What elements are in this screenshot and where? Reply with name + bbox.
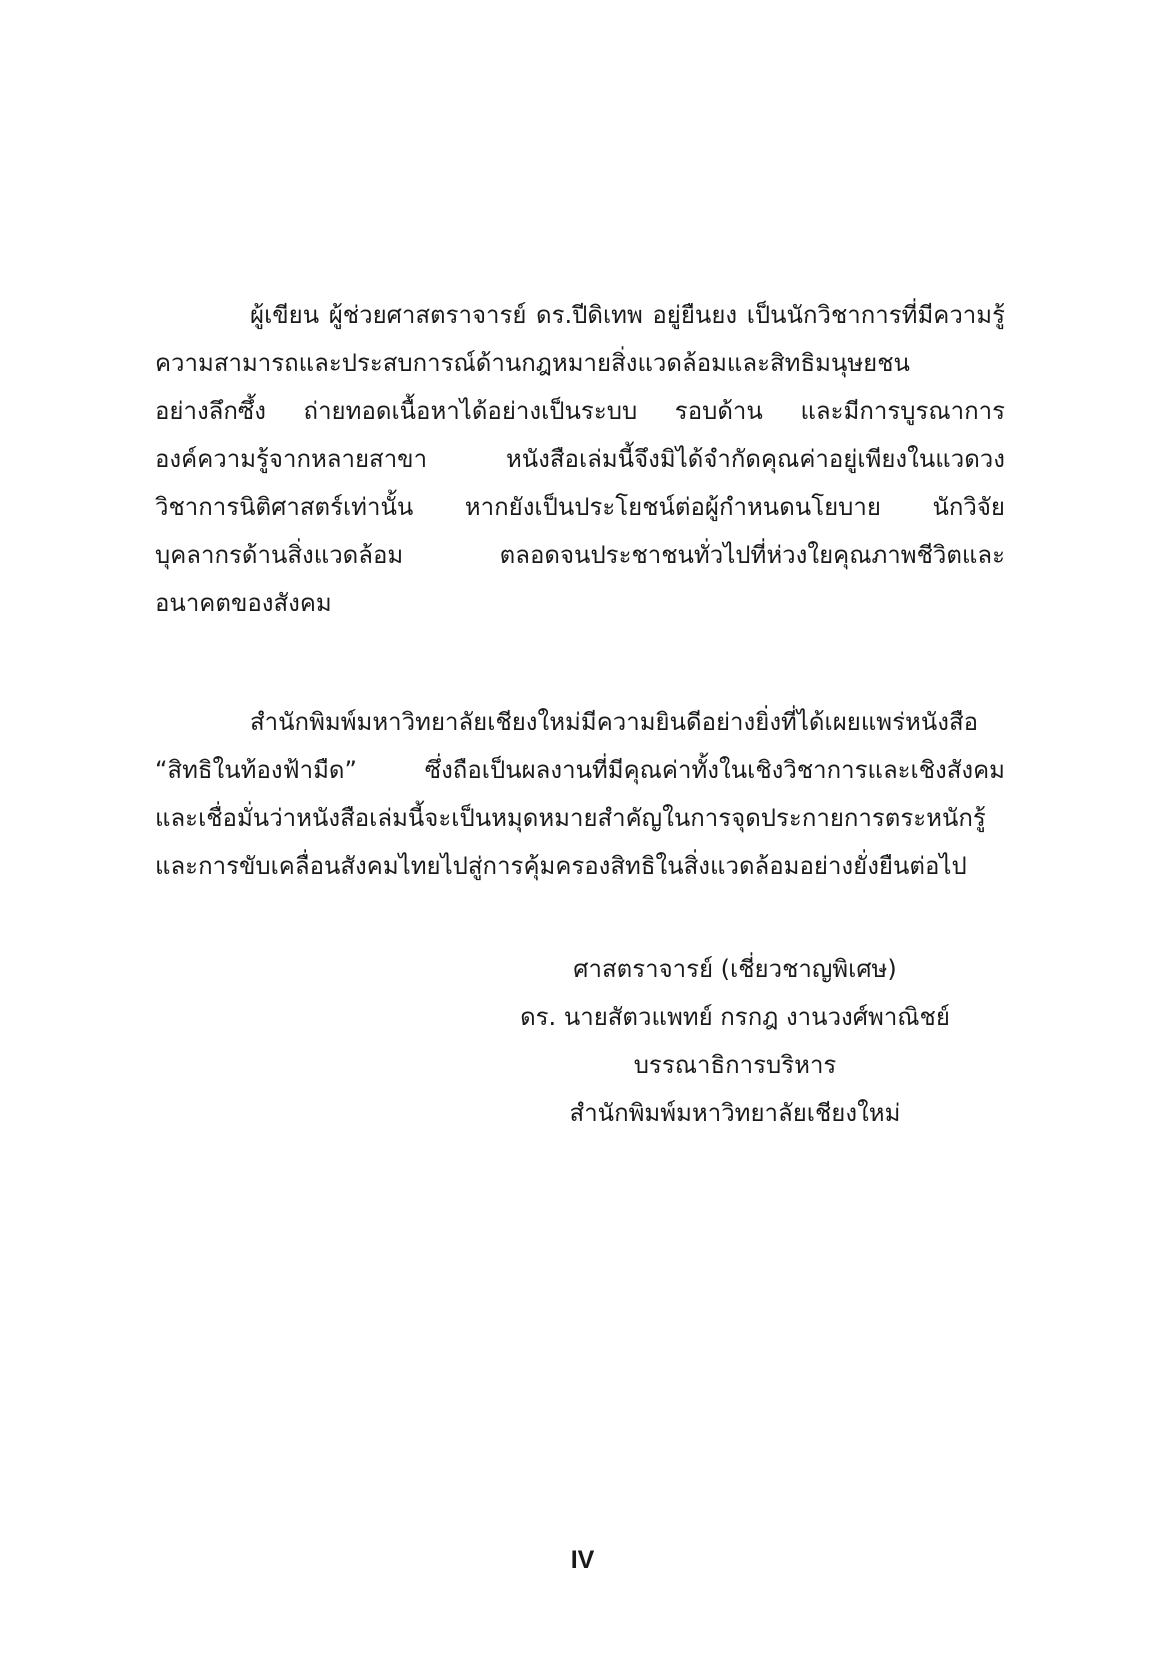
signature-organization: สำนักพิมพ์มหาวิทยาลัยเชียงใหม่ xyxy=(569,1099,901,1127)
text-line: “สิทธิในท้องฟ้ามืด” ซึ่งถือเป็นผลงานที่มีคุณค่าทั้งในเชิงวิชาการและเชิงสังคม xyxy=(155,756,1005,784)
text-line: วิชาการนิติศาสตร์เท่านั้น หากยังเป็นประโยชน์ต่อผู้กำหนดนโยบาย นักวิจัย xyxy=(155,493,1005,521)
text-line: และเชื่อมั่นว่าหนังสือเล่มนี้จะเป็นหมุดหมายสำคัญในการจุดประกายการตระหนักรู้ xyxy=(155,804,986,832)
text-line: อย่างลึกซึ้ง ถ่ายทอดเนื้อหาได้อย่างเป็นระบบ รอบด้าน และมีการบูรณาการ xyxy=(155,397,1005,425)
text-line: องค์ความรู้จากหลายสาขา หนังสือเล่มนี้จึงมิได้จำกัดคุณค่าอยู่เพียงในแวดวง xyxy=(155,445,1005,473)
text-line: ความสามารถและประสบการณ์ด้านกฎหมายสิ่งแวดล้อมและสิทธิมนุษยชน xyxy=(155,349,910,377)
signature-block xyxy=(505,945,965,1137)
text-line: อนาคตของสังคม xyxy=(155,589,332,617)
text-line: ผู้เขียน ผู้ช่วยศาสตราจารย์ ดร.ปีดิเทพ อยู่ยืนยง เป็นนักวิชาการที่มีความรู้ xyxy=(250,301,1005,329)
page-number: IV xyxy=(570,1546,595,1574)
paragraph-author xyxy=(155,291,1005,627)
text-line: และการขับเคลื่อนสังคมไทยไปสู่การคุ้มครองสิทธิในสิ่งแวดล้อมอย่างยั่งยืนต่อไป xyxy=(155,852,967,880)
signature-position: บรรณาธิการบริหาร xyxy=(633,1051,837,1079)
text-line: บุคลากรด้านสิ่งแวดล้อม ตลอดจนประชาชนทั่วไปที่ห่วงใยคุณภาพชีวิตและ xyxy=(155,541,1005,569)
signature-name: ดร. นายสัตวแพทย์ กรกฎ งานวงศ์พาณิชย์ xyxy=(520,1003,950,1031)
signature-title: ศาสตราจารย์ (เชี่ยวชาญพิเศษ) xyxy=(573,955,897,983)
text-line: สำนักพิมพ์มหาวิทยาลัยเชียงใหม่มีความยินดีอย่างยิ่งที่ได้เผยแพร่หนังสือ xyxy=(250,708,979,736)
paragraph-publisher xyxy=(155,698,1005,890)
